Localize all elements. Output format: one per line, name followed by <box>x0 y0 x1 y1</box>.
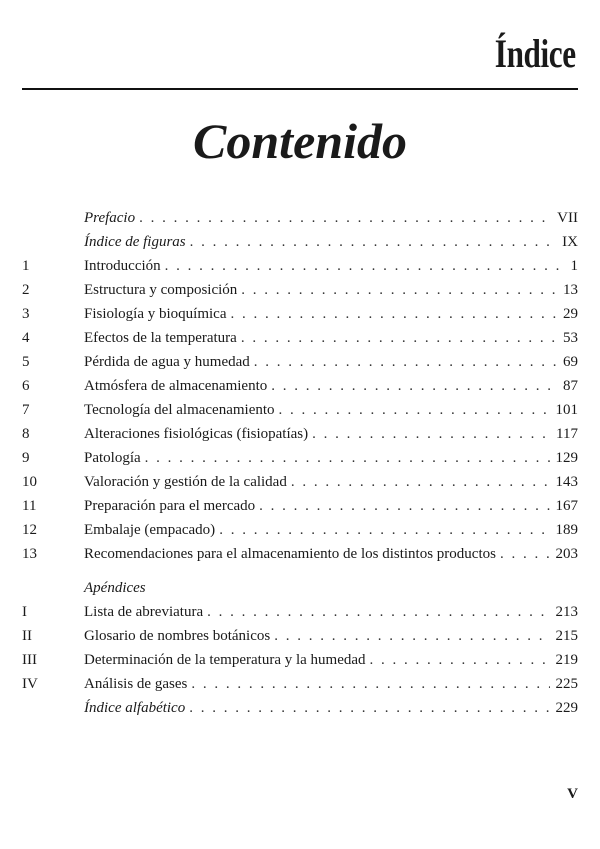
chapter-page: 189 <box>555 522 578 538</box>
toc-chapter-9[interactable] <box>22 446 578 470</box>
chapter-number: 12 <box>22 522 37 538</box>
chapter-label: Patología <box>84 450 141 466</box>
chapter-label: Efectos de la temperatura <box>84 330 237 346</box>
toc-entry-page: IX <box>562 234 578 250</box>
toc-entry-page: 229 <box>555 700 578 716</box>
chapter-label: Fisiología y bioquímica <box>84 306 227 322</box>
chapter-label: Pérdida de agua y humedad <box>84 354 250 370</box>
appendix-label: Análisis de gases <box>84 676 188 692</box>
appendix-page: 213 <box>555 604 578 620</box>
toc-entry-label: Índice alfabético <box>84 700 186 716</box>
toc-chapter-7[interactable] <box>22 398 578 422</box>
appendix-page: 225 <box>555 676 578 692</box>
chapter-number: 7 <box>22 402 30 418</box>
chapter-label: Introducción <box>84 258 161 274</box>
toc-chapter-6[interactable] <box>22 374 578 398</box>
chapter-label: Embalaje (empacado) <box>84 522 216 538</box>
chapter-number: 5 <box>22 354 30 370</box>
toc-entry-indice-figuras[interactable] <box>22 230 578 254</box>
chapter-number: 3 <box>22 306 30 322</box>
table-of-contents <box>22 206 578 720</box>
toc-chapter-8[interactable] <box>22 422 578 446</box>
chapter-number: 6 <box>22 378 30 394</box>
dot-leader <box>312 422 550 446</box>
toc-chapter-10[interactable] <box>22 470 578 494</box>
dot-leader <box>189 696 549 720</box>
appendix-number: II <box>22 628 32 644</box>
toc-chapter-1[interactable] <box>22 254 578 278</box>
chapter-label: Recomendaciones para el almacenamiento de los distintos productos <box>84 546 496 562</box>
toc-chapter-2[interactable] <box>22 278 578 302</box>
chapter-label: Estructura y composición <box>84 282 238 298</box>
appendix-label: Determinación de la temperatura y la humedad <box>84 652 366 668</box>
chapter-label: Preparación para el mercado <box>84 498 256 514</box>
dot-leader <box>279 398 550 422</box>
dot-leader <box>219 518 549 542</box>
chapter-label: Tecnología del almacenamiento <box>84 402 275 418</box>
toc-entry-label: Prefacio <box>84 210 136 226</box>
chapter-page: 203 <box>555 546 578 562</box>
dot-leader <box>190 230 557 254</box>
dot-leader <box>500 542 550 566</box>
chapter-number: 10 <box>22 474 37 490</box>
dot-leader <box>274 624 549 648</box>
toc-appendix-iv[interactable] <box>22 672 578 696</box>
chapter-label: Alteraciones fisiológicas (fisiopatías) <box>84 426 309 442</box>
dot-leader <box>165 254 565 278</box>
chapter-page: 69 <box>563 354 578 370</box>
chapter-number: 2 <box>22 282 30 298</box>
toc-entry-page: VII <box>557 210 578 226</box>
toc-chapter-13[interactable] <box>22 542 578 566</box>
chapter-number: 9 <box>22 450 30 466</box>
appendix-label: Glosario de nombres botánicos <box>84 628 271 644</box>
chapter-page: 143 <box>555 474 578 490</box>
header-rule <box>22 88 578 90</box>
header-title: Índice <box>495 31 576 76</box>
dot-leader <box>291 470 550 494</box>
dot-leader <box>207 600 549 624</box>
toc-appendix-i[interactable] <box>22 600 578 624</box>
dot-leader <box>231 302 558 326</box>
chapter-number: 13 <box>22 546 37 562</box>
chapter-page: 167 <box>555 498 578 514</box>
appendix-label: Lista de abreviatura <box>84 604 204 620</box>
dot-leader <box>259 494 549 518</box>
toc-chapter-11[interactable] <box>22 494 578 518</box>
chapter-number: 8 <box>22 426 30 442</box>
chapter-page: 53 <box>563 330 578 346</box>
chapter-label: Valoración y gestión de la calidad <box>84 474 287 490</box>
appendix-page: 215 <box>555 628 578 644</box>
chapter-number: 4 <box>22 330 30 346</box>
chapter-number: 1 <box>22 258 30 274</box>
toc-appendix-iii[interactable] <box>22 648 578 672</box>
dot-leader <box>241 326 557 350</box>
page-number: V <box>567 786 578 802</box>
toc-chapter-5[interactable] <box>22 350 578 374</box>
dot-leader <box>254 350 557 374</box>
toc-entry-indice-alfabetico[interactable] <box>22 696 578 720</box>
appendices-heading: Apéndices <box>84 580 146 596</box>
appendix-page: 219 <box>555 652 578 668</box>
toc-entry-prefacio[interactable] <box>22 206 578 230</box>
toc-entry-label: Índice de figuras <box>84 234 186 250</box>
chapter-page: 129 <box>555 450 578 466</box>
dot-leader <box>191 672 549 696</box>
dot-leader <box>145 446 550 470</box>
toc-chapter-3[interactable] <box>22 302 578 326</box>
appendix-number: I <box>22 604 27 620</box>
chapter-page: 101 <box>555 402 578 418</box>
appendix-number: III <box>22 652 37 668</box>
page-title: Contenido <box>193 113 407 169</box>
chapter-page: 29 <box>563 306 578 322</box>
chapter-page: 13 <box>563 282 578 298</box>
chapter-label: Atmósfera de almacenamiento <box>84 378 268 394</box>
toc-chapter-12[interactable] <box>22 518 578 542</box>
appendix-number: IV <box>22 676 38 692</box>
dot-leader <box>139 206 551 230</box>
toc-appendix-ii[interactable] <box>22 624 578 648</box>
chapter-page: 87 <box>563 378 578 394</box>
chapter-number: 11 <box>22 498 37 514</box>
chapter-page: 1 <box>570 258 578 274</box>
dot-leader <box>241 278 557 302</box>
dot-leader <box>370 648 550 672</box>
chapter-page: 117 <box>556 426 578 442</box>
toc-chapter-4[interactable] <box>22 326 578 350</box>
dot-leader <box>271 374 557 398</box>
